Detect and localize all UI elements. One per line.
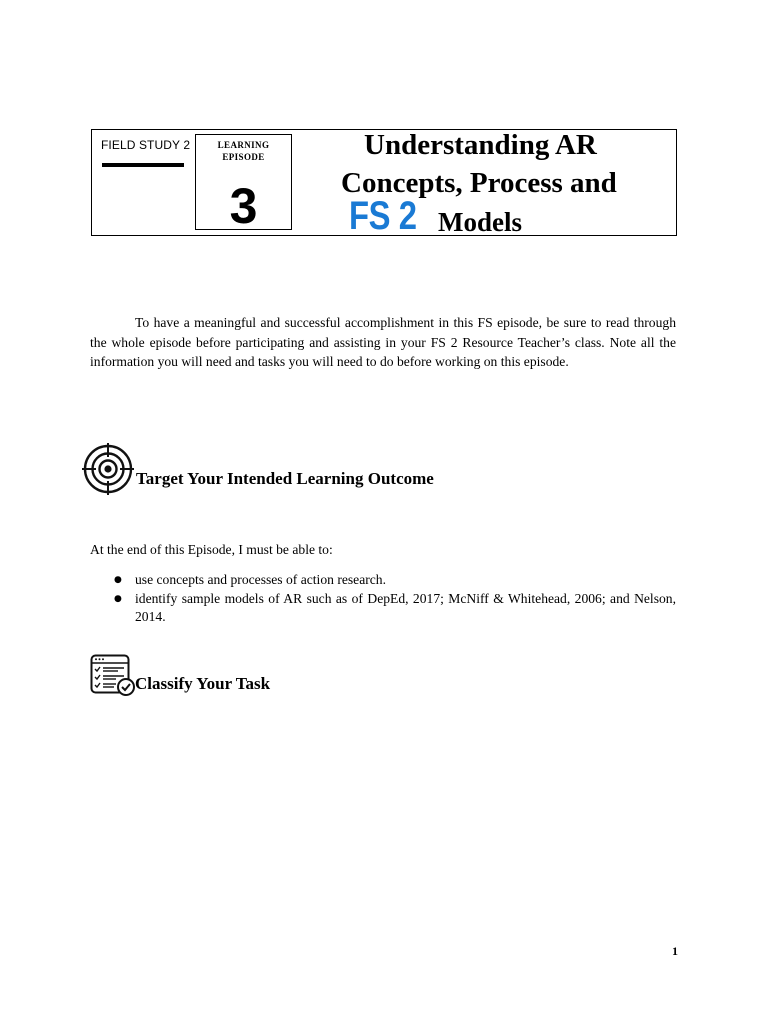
fs2-logo: FS 2 — [349, 194, 417, 238]
intro-paragraph: To have a meaningful and successful accomplishment in this FS episode, be sure to read through the whole episode before participating and assisting in your FS 2 Resource Teacher’s class. Note all the information you will need and tasks you will need to do before working on this episode. — [90, 315, 676, 369]
outcomes-intro-text: At the end of this Episode, I must be able to: — [90, 542, 333, 557]
field-study-underline — [102, 163, 184, 167]
list-item — [90, 571, 676, 590]
episode-title-line-3: Models — [438, 207, 522, 237]
field-study-label: FIELD STUDY 2 — [101, 138, 191, 152]
episode-label-episode: EPISODE — [222, 152, 265, 162]
page-number: 1 — [672, 944, 678, 958]
learning-outcomes-list — [90, 571, 676, 627]
task-checklist-icon — [90, 654, 136, 701]
outcome-text: use concepts and processes of action research. — [135, 572, 386, 587]
episode-label-learning: LEARNING — [217, 140, 270, 150]
target-outcome-heading: Target Your Intended Learning Outcome — [136, 469, 434, 488]
bullet-icon: ● — [114, 575, 122, 585]
outcome-text: identify sample models of AR such as of DepEd, 2017; McNiff & Whitehead, 2006; and Nelson, 2014. — [135, 590, 676, 624]
list-item — [90, 590, 676, 627]
episode-title-line-1: Understanding AR — [364, 129, 597, 161]
bullet-icon: ● — [114, 593, 122, 604]
episode-number: 3 — [229, 178, 258, 234]
target-icon — [82, 443, 134, 500]
classify-task-heading: Classify Your Task — [135, 674, 271, 693]
episode-title-line-2: Concepts, Process and — [341, 167, 617, 199]
